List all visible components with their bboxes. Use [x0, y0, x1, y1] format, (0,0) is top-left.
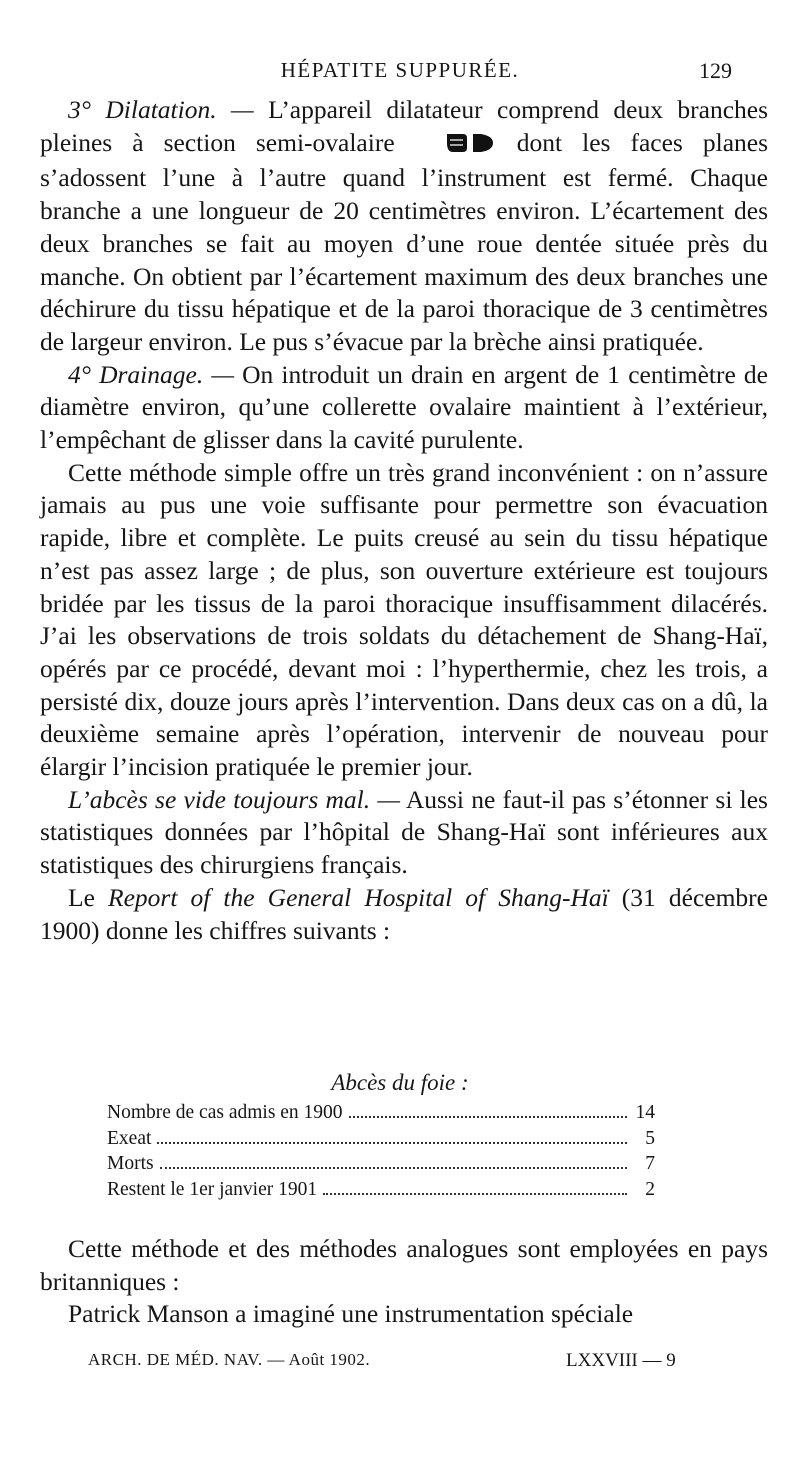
- report-title: Report of the General Hospital of Shang-Haï: [108, 882, 609, 912]
- leader-dots: [160, 1167, 627, 1169]
- paragraph-text: dont les faces planes s’adossent l’une à l’autre quand l’instrument est fermé. Chaque branche a une longueur de 20 centimètres environ. L’écartement des deux branches se fait au moyen d’une roue dentée située près du manche. On obtient par l’écartement maximum des deux branches une déchirure du tissu hépatique et de la paroi thoracique de 3 centimètres de largeur environ. Le pus s’évacue par la brèche ainsi pratiquée.: [40, 127, 769, 356]
- stat-label: Exeat: [107, 1127, 152, 1149]
- stat-value: 14: [635, 1102, 655, 1123]
- stats-table: [107, 1102, 655, 1204]
- leader-dots: [349, 1116, 627, 1118]
- stats-title: Abcès du foie :: [331, 1070, 469, 1095]
- half-oval-pair-icon: [417, 130, 495, 163]
- page-header: [40, 58, 760, 88]
- paragraph-text: Cette méthode simple offre un très grand inconvénient : on n’assure jamais au pus une voie suffisante pour permettre son évacuation rapide, libre et complète. Le puits creusé au sein du tissu hépatique n’est pas assez large ; de plus, son ouverture extérieure est toujours bridée par les tissus de la paroi thoracique insuffisamment dilacérés. J’ai les observations de trois soldats du détachement de Shang-Haï, opérés par ce procédé, devant moi : l’hyperthermie, chez les trois, a persisté dix, douze jours après l’intervention. Dans deux cas on a dû, la deuxième semaine après l’opération, intervenir de nouveau pour élargir l’incision pratiquée le premier jour.: [40, 457, 768, 782]
- stat-value: 7: [645, 1153, 655, 1174]
- page-footer: [88, 1350, 758, 1378]
- paragraph-text: Le: [68, 882, 108, 912]
- journal-reference: ARCH. DE MÉD. NAV. — Août 1902.: [88, 1350, 371, 1369]
- paragraph-dilatation: [40, 94, 768, 359]
- closing-text: [40, 1233, 768, 1331]
- stat-label: Morts: [107, 1153, 154, 1174]
- paragraph-text: On introduit un drain en argent de 1 centimètre de diamètre environ, qu’une collerette ovalaire maintient à l’extérieur, l’empêchant de glisser dans la cavité purulente.: [40, 359, 768, 455]
- paragraph-drainage: [40, 359, 768, 457]
- leader-dots: [323, 1193, 627, 1195]
- leader-dots: [157, 1142, 627, 1144]
- paragraph-abscess: [40, 784, 768, 882]
- stat-value: 5: [645, 1127, 655, 1149]
- signature-mark: LXXVIII — 9: [566, 1350, 676, 1371]
- stat-row: [107, 1179, 655, 1205]
- stat-row: [107, 1128, 655, 1154]
- paragraph-text: (31 décembre 1900) donne les chiffres suivants :: [40, 882, 768, 945]
- page-number: 129: [699, 58, 732, 83]
- stat-label: Restent le 1er janvier 1901: [107, 1178, 318, 1200]
- paragraph-british-methods: Cette méthode et des méthodes analogues sont employées en pays britanniques :: [40, 1234, 768, 1296]
- stat-row: [107, 1102, 655, 1128]
- body-text: [40, 94, 768, 947]
- stat-row: [107, 1153, 655, 1179]
- paragraph-manson: Patrick Manson a imaginé une instrumentation spéciale: [68, 1299, 634, 1328]
- stat-value: 2: [645, 1178, 655, 1200]
- run-in-heading: 4° Drainage. —: [68, 359, 234, 389]
- paragraph-method-critique: [40, 457, 768, 784]
- run-in-heading: L’abcès se vide toujours mal. —: [68, 784, 401, 814]
- run-in-heading: 3° Dilatation. —: [68, 95, 254, 124]
- running-title: HÉPATITE SUPPURÉE.: [280, 58, 520, 82]
- stat-label: Nombre de cas admis en 1900: [107, 1102, 343, 1123]
- paragraph-text: L’appareil dilatateur comprend deux branches pleines à section semi-ovalaire: [40, 95, 769, 157]
- paragraph-report: [40, 882, 768, 947]
- paragraph-text: Aussi ne faut-il pas s’étonner si les statistiques données par l’hôpital de Shang-Haï sont inférieures aux statistiques des chirurgiens français.: [40, 784, 768, 880]
